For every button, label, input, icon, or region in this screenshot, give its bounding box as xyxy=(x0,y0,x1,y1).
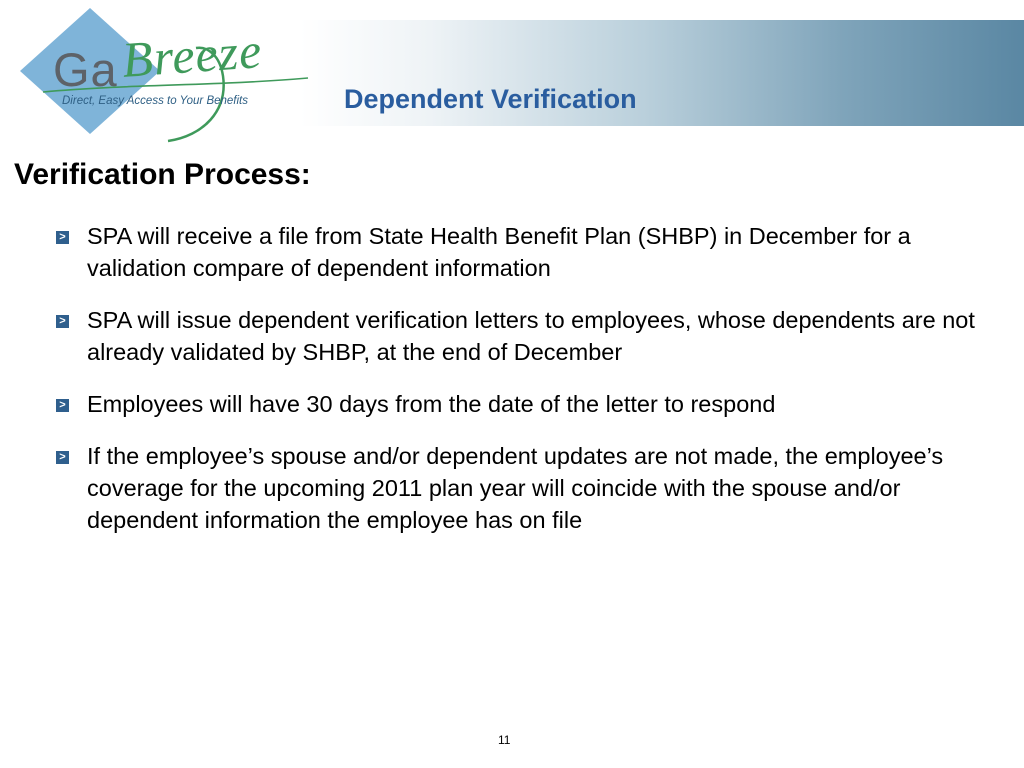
bullet-text: SPA will issue dependent verification letters to employees, whose dependents are not already validated by SHBP, at the end of December xyxy=(87,307,975,365)
bullet-text: SPA will receive a file from State Health Benefit Plan (SHBP) in December for a validation compare of dependent information xyxy=(87,223,911,281)
bullet-item xyxy=(56,388,1006,420)
section-heading: Verification Process: xyxy=(14,158,311,191)
slide-title: Dependent Verification xyxy=(344,84,637,114)
logo-tagline: Direct, Easy Access to Your Benefits xyxy=(62,95,248,107)
bullet-text: Employees will have 30 days from the date of the letter to respond xyxy=(87,391,776,417)
bullet-arrow-icon: > xyxy=(56,315,69,328)
page-number: 11 xyxy=(498,733,511,747)
bullet-text: If the employee’s spouse and/or dependent updates are not made, the employee’s coverage for the upcoming 2011 plan year will coincide with the spouse and/or dependent information the employee has on file xyxy=(87,443,944,533)
logo-ga-text: Ga xyxy=(53,43,118,96)
bullet-item xyxy=(56,304,1006,368)
bullet-arrow-icon: > xyxy=(56,399,69,412)
logo-breeze-text: Breeze xyxy=(120,22,264,88)
bullet-list xyxy=(56,220,1006,556)
bullet-arrow-icon: > xyxy=(56,231,69,244)
bullet-arrow-icon: > xyxy=(56,451,69,464)
bullet-item xyxy=(56,440,1006,536)
gabreeze-logo xyxy=(18,6,318,151)
bullet-item xyxy=(56,220,1006,284)
